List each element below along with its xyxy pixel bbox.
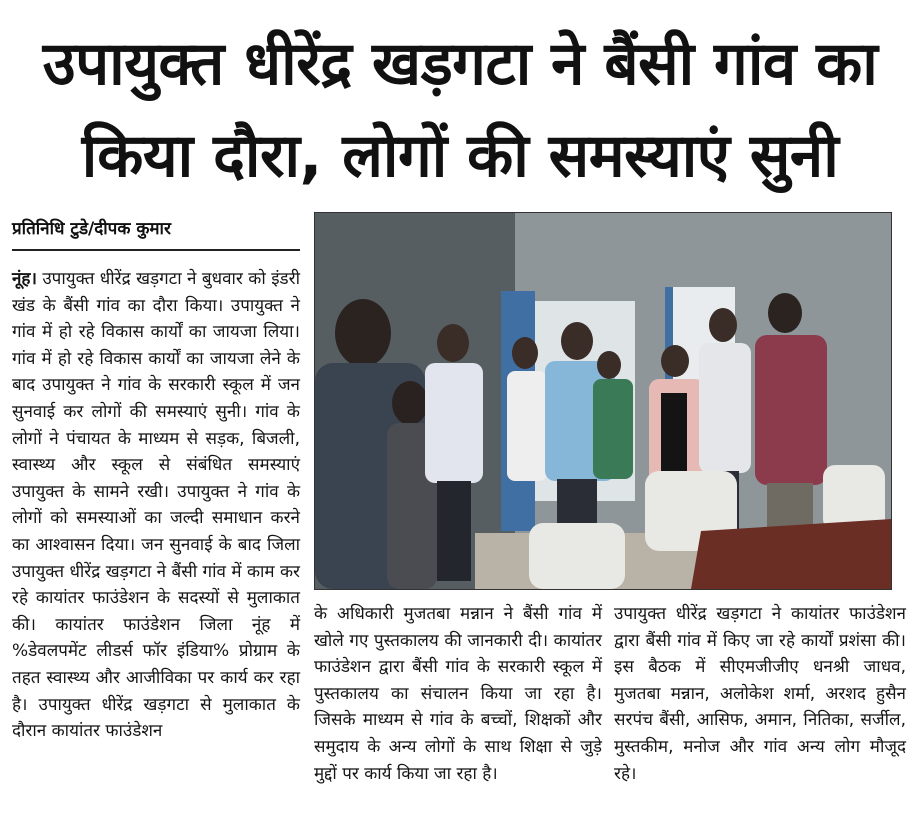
column-1-text: उपायुक्त धीरेंद्र खड़गटा ने बुधवार को इंडरी खंड के बैंसी गांव का दौरा किया। उपायुक्त ने गांव में हो रहे विकास कार्यों का जायजा लिया। गांव में हो रहे विकास कार्यों का जायजा लेने के बाद उपायुक्त ने गांव के सरकारी स्कूल में जन सुनवाई कर लोगों की समस्याएं सुनी। गांव के लोगों ने पंचायत के माध्यम से सड़क, बिजली, स्वास्थ्य और स्कूल से संबंधित समस्याएं उपायुक्त के सामने रखी। उपायुक्त ने गांव के लोगों को समस्याओं का जल्दी समाधान करने का आश्वासन दिया। जन सुनवाई के बाद जिला उपायुक्त धीरेंद्र खड़गटा ने बैंसी गांव में काम कर रहे कायांतर फाउंडेशन के सदस्यों से मुलाकात की। कायांतर फाउंडेशन जिला नूंह में %डेवलपमेंट लीडर्स फॉर इंडिया% प्रोग्राम के तहत स्वास्थ्य और आजीविका पर कार्य कर रहा है। उपायुक्त धीरेंद्र खड़गटा से मुलाकात के दौरान कायांतर फाउंडेशन xyxy=(12,269,300,742)
news-photo xyxy=(314,212,892,590)
byline: प्रतिनिधि टुडे/दीपक कुमार xyxy=(12,216,300,251)
headline-line-1: उपायुक्त धीरेंद्र खड़गटा ने बैंसी गांव का xyxy=(42,29,878,99)
article-column-3 xyxy=(614,601,906,787)
column-3-text: उपायुक्त धीरेंद्र खड़गटा ने कायांतर फाउंडेशन द्वारा बैंसी गांव में किए जा रहे कार्यों प्रशंसा की। इस बैठक में सीएमजीजीए धनश्री जाधव, मुजतबा मन्नान, अलोकेश शर्मा, अरशद हुसैन सरपंच बैंसी, आसिफ, अमान, नितिका, सर्जील, मुस्तकीम, मनोज और गांव अन्य लोग मौजूद रहे। xyxy=(614,604,906,784)
headline xyxy=(0,18,920,202)
dateline: नूंह। xyxy=(12,269,37,289)
article-column-2 xyxy=(314,601,602,787)
column-2-text: के अधिकारी मुजतबा मन्नान ने बैंसी गांव में खोले गए पुस्तकालय की जानकारी दी। कायांतर फाउंडेशन द्वारा बैंसी गांव के सरकारी स्कूल में पुस्तकालय का संचालन किया जा रहा है। जिसके माध्यम से गांव के बच्चों, शिक्षकों और समुदाय के अन्य लोगों के साथ शिक्षा से जुड़े मुद्दों पर कार्य किया जा रहा है। xyxy=(314,604,602,784)
headline-line-2: किया दौरा, लोगों की समस्याएं सुनी xyxy=(81,121,839,191)
article-column-1 xyxy=(12,266,300,745)
photo-illustration xyxy=(315,213,891,589)
